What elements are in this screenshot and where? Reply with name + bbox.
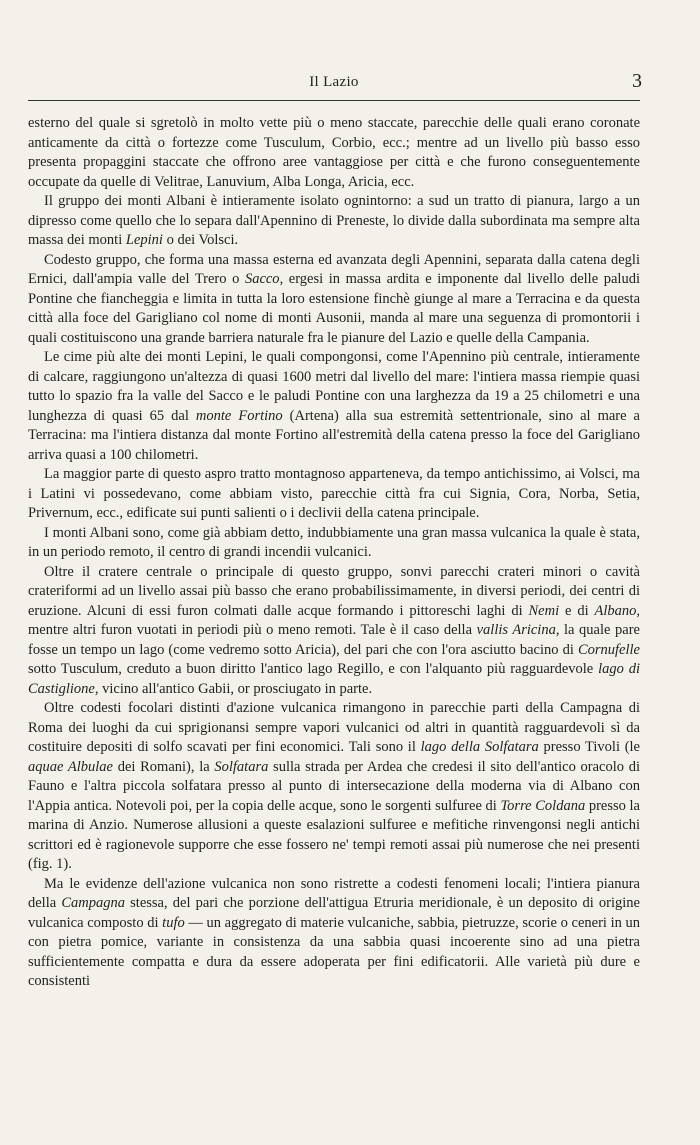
page-number: 3 bbox=[632, 70, 642, 92]
italic-text: lago di Castiglione bbox=[28, 661, 641, 697]
text-run: sulla strada per Ardea che credesi il sito dell'antico oracolo di Fauno e l'altra piccola solfatara presso al punto di intersecazione della moderna via di Albano con l'Appia antica. Notevoli poi, per la copia delle acque, sono le sorgenti sulfuree di bbox=[28, 758, 640, 814]
paragraph-4 bbox=[28, 348, 640, 465]
text-run: — un aggregato di materie vulcaniche, sabbia, pietruzze, scorie o ceneri in un con pietra pomice, variante in consistenza da una sabbia quasi incoerente sino ad una pietra sufficientemente compatta e dura da essere adoperata per fini edificatorii. Alle varietà più dure e consistenti bbox=[28, 914, 641, 989]
text-run: Il gruppo dei monti Albani è intieramente isolato ognintorno: a sud un tratto di pianura, largo a un dipresso come quello che lo separa dall'Apennino di Preneste, lo divide dalla subordinata ma sempre alta massa dei monti bbox=[28, 193, 640, 248]
text-run: e di bbox=[559, 602, 595, 619]
text-run: o dei Volsci. bbox=[162, 232, 239, 248]
text-run: presso la marina di Anzio. Numerose allusioni a queste esalazioni sulfuree e mefitiche rinvengonsi negli antichi scrittori ed è ragionevole supporre che esse fossero ne' tempi remoti assai più numerose che nei presenti (fig. 1). bbox=[28, 797, 640, 872]
text-run: , vicino all'antico Gabii, or prosciugato in parte. bbox=[94, 680, 373, 697]
text-run: I monti Albani sono, come già abbiam detto, indubbiamente una gran massa vulcanica la quale è stata, in un periodo remoto, il centro di grandi incendii vulcanici. bbox=[28, 524, 640, 560]
paragraph-3 bbox=[28, 251, 640, 349]
italic-text: tufo bbox=[162, 914, 185, 931]
running-title: Il Lazio bbox=[309, 74, 359, 90]
text-run: dei Romani), la bbox=[112, 758, 215, 775]
text-run: presso Tivoli (le bbox=[538, 739, 640, 755]
text-run: Ma le evidenze dell'azione vulcanica non sono ristrette a codesti fenomeni locali; l'intiera pianura della bbox=[28, 875, 640, 911]
italic-text: Cornufelle bbox=[577, 641, 640, 658]
italic-text: Torre Coldana bbox=[500, 797, 586, 814]
text-run: , ergesi in massa ardita e imponente dal livello delle paludi Pontine che fiancheggia e limita in tutta la loro estensione finchè giunge al mare a Terracina e da questa città alla foce del Garigliano col nome di monti Ausonii, manda al mare una seguenza di promontorii i quali costituiscono una grande barriera naturale fra le pianure del Lazio e quelle della Campania. bbox=[28, 271, 640, 346]
paragraph-9 bbox=[28, 875, 640, 992]
paragraph-7 bbox=[28, 563, 640, 700]
italic-text: Lepini bbox=[125, 232, 163, 248]
italic-text: Sacco bbox=[244, 271, 280, 287]
italic-text: aquae Albulae bbox=[28, 758, 113, 775]
text-run: (Artena) alla sua estremità settentrionale, sino al mare a Terracina: ma l'intiera distanza dal monte Fortino all'estremità della catena presso la foce del Garigliano arriva quasi a 100 chilometri. bbox=[28, 407, 640, 463]
text-run: , la quale pare fosse un tempo un lago (come vedremo sotto Aricia), del pari che con l'ora asciutto bacino di bbox=[28, 622, 640, 658]
italic-text: vallis Aricina bbox=[476, 622, 556, 638]
text-run: , mentre altri furon vuotati in periodi più o meno remoti. Tale è il caso della bbox=[28, 602, 640, 638]
text-run: Oltre il cratere centrale o principale di questo gruppo, sonvi parecchi crateri minori o cavità crateriformi ad un livello assai più basso che erano probabilissimamente, in diversi periodi, dei centri di eruzione. Alcuni di essi furon colmati dalle acque formando i pittoreschi laghi di bbox=[28, 563, 640, 619]
paragraph-1 bbox=[28, 114, 640, 192]
text-run: stessa, del pari che porzione dell'attigua Etruria meridionale, è un deposito di origine vulcanica composto di bbox=[28, 895, 640, 931]
page-header bbox=[28, 72, 640, 101]
paragraph-5 bbox=[28, 465, 640, 524]
text-run: La maggior parte di questo aspro tratto montagnoso apparteneva, da tempo antichissimo, ai Volsci, ma i Latini vi possedevano, come abbiam visto, parecchie città fra cui Signia, Cora, Norba, Setia, Privernum, ecc., edificate sui punti salienti o i declivii della catena principale. bbox=[28, 466, 640, 521]
italic-text: Nemi bbox=[528, 602, 560, 619]
text-run: sotto Tusculum, creduto a buon diritto l'antico lago Regillo, e con l'alquanto più ragguardevole bbox=[28, 661, 599, 677]
paragraph-6 bbox=[28, 524, 640, 563]
italic-text: lago della Solfatara bbox=[420, 739, 539, 755]
italic-text: monte Fortino bbox=[195, 407, 283, 424]
italic-text: Solfatara bbox=[214, 758, 269, 775]
text-run: esterno del quale si sgretolò in molto vette più o meno staccate, parecchie delle quali erano coronate anticamente da città o fortezze come Tusculum, Corbio, ecc.; mentre ad un livello più basso esso presenta propaggini staccate che offrono aree vantaggiose per città e che furono conseguentemente occupate da quelle di Velitrae, Lanuvium, Alba Longa, Aricia, ecc. bbox=[28, 115, 640, 190]
italic-text: Campagna bbox=[61, 895, 125, 911]
body-text bbox=[28, 114, 640, 992]
paragraph-2 bbox=[28, 192, 640, 251]
paragraph-8 bbox=[28, 699, 640, 875]
text-run: Codesto gruppo, che forma una massa esterna ed avanzata degli Apennini, separata dalla catena degli Ernici, dall'ampia valle del Trero o bbox=[28, 251, 640, 287]
text-run: Oltre codesti focolari distinti d'azione vulcanica rimangono in parecchie parti della Campagna di Roma dei luoghi da cui sprigionansi sempre vapori vulcanici od altri in quantità ragguardevoli sì da costituire depositi di solfo scavati per fini economici. Tali sono il bbox=[28, 700, 640, 755]
text-run: Le cime più alte dei monti Lepini, le quali compongonsi, come l'Apennino più centrale, intieramente di calcare, raggiungono un'altezza di quasi 1600 metri dal livello del mare: l'intiera massa riempie quasi tutto lo spazio fra la valle del Sacco e le paludi Pontine con una larghezza da 19 a 25 chilometri e una lunghezza di quasi 65 dal bbox=[28, 349, 640, 424]
italic-text: Albano bbox=[594, 602, 637, 619]
